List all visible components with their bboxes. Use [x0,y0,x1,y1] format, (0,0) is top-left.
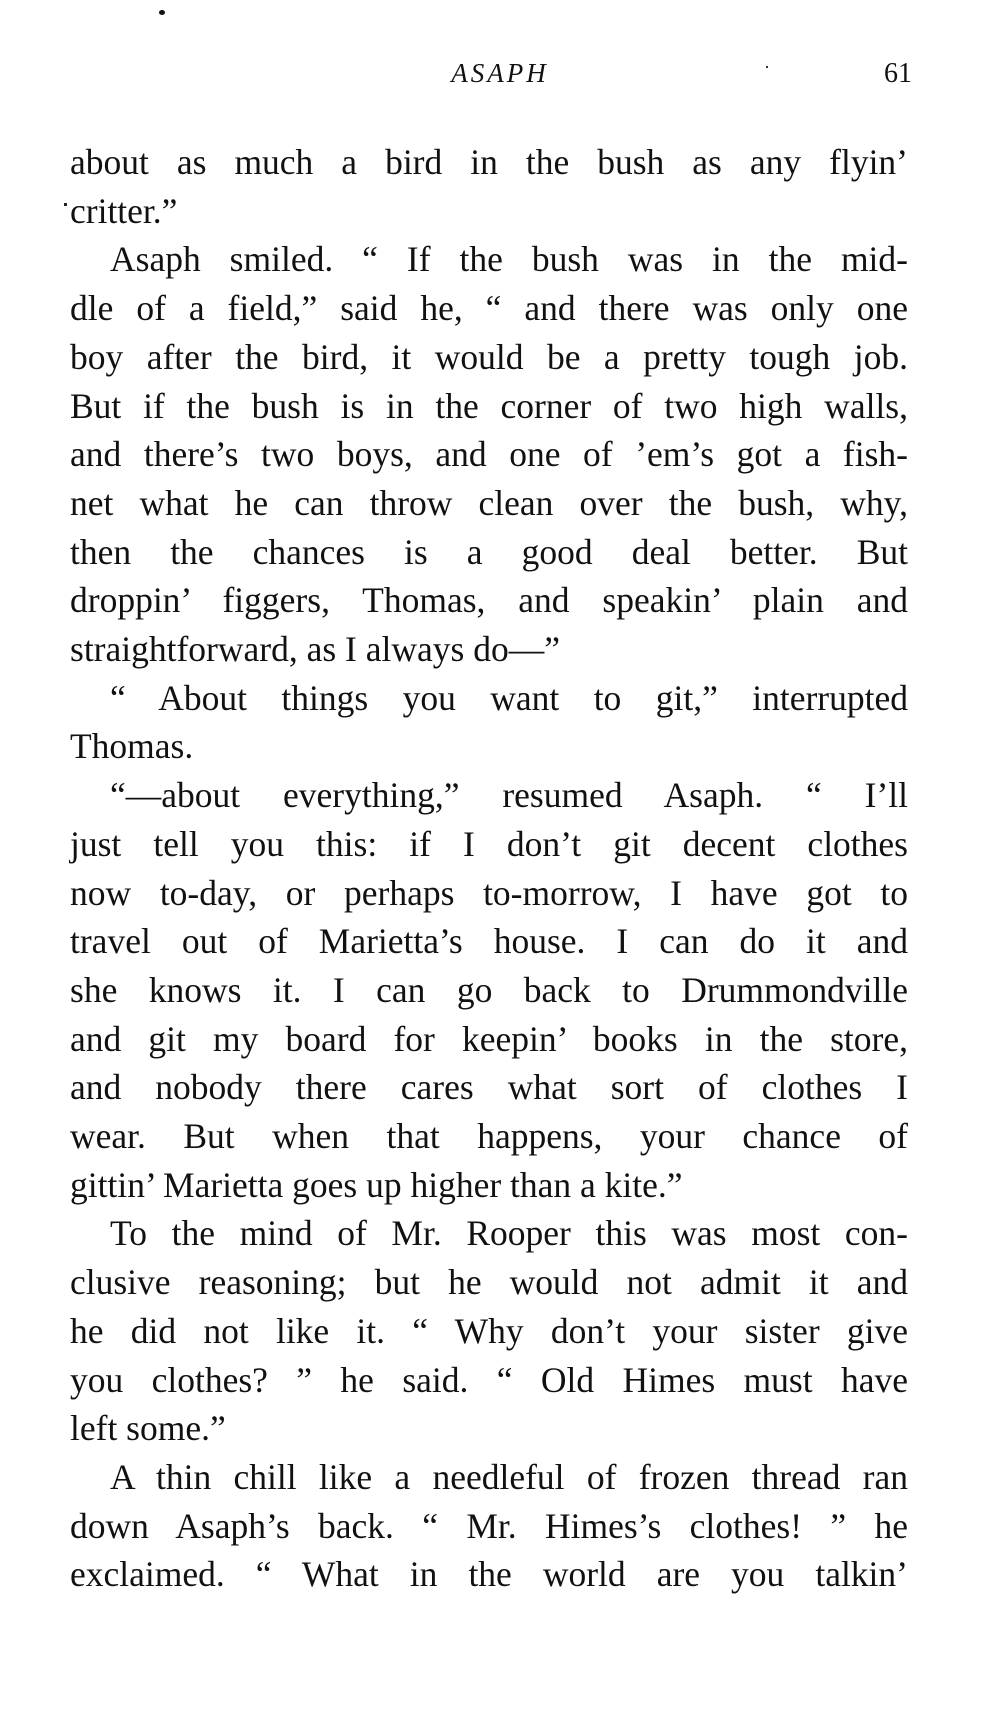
text-line: “ About things you want to git,” interrupted [110,677,908,718]
text-line: about as much a bird in the bush as any flyin’ [70,142,908,182]
text-line: he did not like it. “ Why don’t your sister give [70,1310,908,1351]
running-header [0,58,1000,98]
text-line: and git my board for keepin’ books in the store, [70,1018,908,1059]
body-text [70,138,908,1599]
text-line: down Asaph’s back. “ Mr. Himes’s clothes! ” he [70,1505,908,1546]
text-line: she knows it. I can go back to Drummondville [70,969,908,1010]
text-line: left some.” [70,1408,226,1449]
text-line: “—about everything,” resumed Asaph. “ I’ll [110,775,908,816]
text-line: travel out of Marietta’s house. I can do it and [70,921,908,962]
text-line: wear. But when that happens, your chance of [70,1116,908,1157]
text-line: exclaimed. “ What in the world are you talkin’ [70,1554,908,1595]
print-speck [159,10,165,15]
text-line: droppin’ figgers, Thomas, and speakin’ plain and [70,580,908,621]
text-line: Thomas. [70,726,194,767]
text-line: But if the bush is in the corner of two high walls, [70,385,908,426]
text-line: clusive reasoning; but he would not admit it and [70,1262,908,1303]
text-line: Asaph smiled. “ If the bush was in the mid- [110,239,908,280]
text-line: To the mind of Mr. Rooper this was most con- [110,1213,908,1254]
text-line: dle of a field,” said he, “ and there was only one [70,288,908,329]
text-line: now to-day, or perhaps to-morrow, I have got to [70,872,908,913]
text-line: critter.” [70,190,178,231]
running-title: ASAPH [451,58,549,88]
margin-mark [64,203,67,206]
text-line: then the chances is a good deal better. But [70,531,908,572]
text-line: straightforward, as I always do—” [70,629,560,670]
text-line: gittin’ Marietta goes up higher than a kite.” [70,1164,683,1205]
text-line: and nobody there cares what sort of clothes I [70,1067,908,1108]
text-line: just tell you this: if I don’t git decent clothes [70,823,908,864]
text-line: you clothes? ” he said. “ Old Himes must have [70,1359,908,1400]
text-line: boy after the bird, it would be a pretty tough job. [70,336,908,377]
text-line: net what he can throw clean over the bush, why, [70,482,908,523]
text-line: A thin chill like a needleful of frozen thread ran [110,1456,908,1497]
page-number: 61 [884,58,912,89]
text-line: and there’s two boys, and one of ’em’s got a fish- [70,434,908,475]
